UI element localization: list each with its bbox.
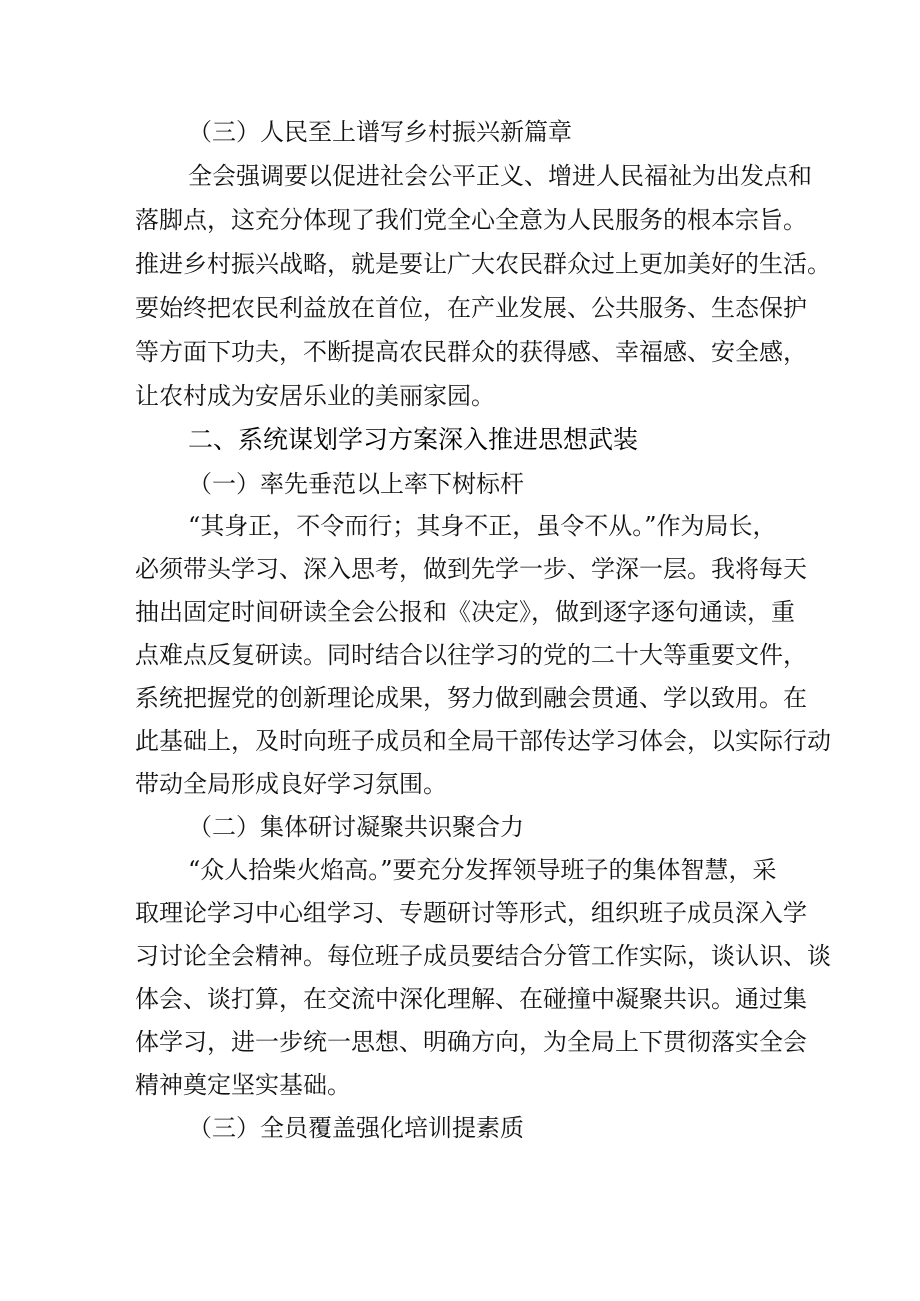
sub1-paragraph-line: 带动全局形成良好学习氛围。 xyxy=(135,770,447,798)
section3-paragraph-line: 落脚点，这充分体现了我们党全心全意为人民服务的根本宗旨。 xyxy=(135,206,807,234)
section3-paragraph-line: 让农村成为安居乐业的美丽家园。 xyxy=(135,382,495,410)
sub2-paragraph-line: 体学习，进一步统一思想、明确方向，为全局上下贯彻落实全会 xyxy=(135,1028,807,1056)
sub1-paragraph-line: 抽出固定时间研读全会公报和《决定》，做到逐字逐句通读，重 xyxy=(135,598,795,626)
sub2-paragraph-line: 体会、谈打算，在交流中深化理解、在碰撞中凝聚共识。通过集 xyxy=(135,985,807,1013)
section3-title: （三）人民至上谱写乡村振兴新篇章 xyxy=(188,118,572,146)
sub3-title: （三）全员覆盖强化培训提素质 xyxy=(188,1114,524,1142)
section3-paragraph-line: 全会强调要以促进社会公平正义、增进人民福祉为出发点和 xyxy=(188,162,812,190)
sub1-paragraph-line: 系统把握党的创新理论成果，努力做到融会贯通、学以致用。在 xyxy=(135,684,807,712)
sub2-title: （二）集体研讨凝聚共识聚合力 xyxy=(188,813,524,841)
sub1-title: （一）率先垂范以上率下树标杆 xyxy=(188,470,524,498)
part2-heading: 二、系统谋划学习方案深入推进思想武装 xyxy=(188,425,639,454)
section3-paragraph-line: 要始终把农民利益放在首位，在产业发展、公共服务、生态保护 xyxy=(135,294,807,322)
sub1-paragraph-line: 点难点反复研读。同时结合以往学习的党的二十大等重要文件， xyxy=(135,641,807,669)
sub1-paragraph-line: “其身正，不令而行；其身不正，虽令不从。”作为局长， xyxy=(188,512,777,540)
sub2-paragraph-line: 习讨论全会精神。每位班子成员要结合分管工作实际，谈认识、谈 xyxy=(135,942,831,970)
sub1-paragraph-line: 此基础上，及时向班子成员和全局干部传达学习体会，以实际行动 xyxy=(135,727,831,755)
sub2-paragraph-line: “众人拾柴火焰高。”要充分发挥领导班子的集体智慧，采 xyxy=(188,856,777,884)
sub2-paragraph-line: 取理论学习中心组学习、专题研讨等形式，组织班子成员深入学 xyxy=(135,899,807,927)
sub1-paragraph-line: 必须带头学习、深入思考，做到先学一步、学深一层。我将每天 xyxy=(135,555,807,583)
section3-paragraph-line: 推进乡村振兴战略，就是要让广大农民群众过上更加美好的生活。 xyxy=(135,250,831,278)
section3-paragraph-line: 等方面下功夫，不断提高农民群众的获得感、幸福感、安全感， xyxy=(135,338,807,366)
sub2-paragraph-line: 精神奠定坚实基础。 xyxy=(135,1071,351,1099)
